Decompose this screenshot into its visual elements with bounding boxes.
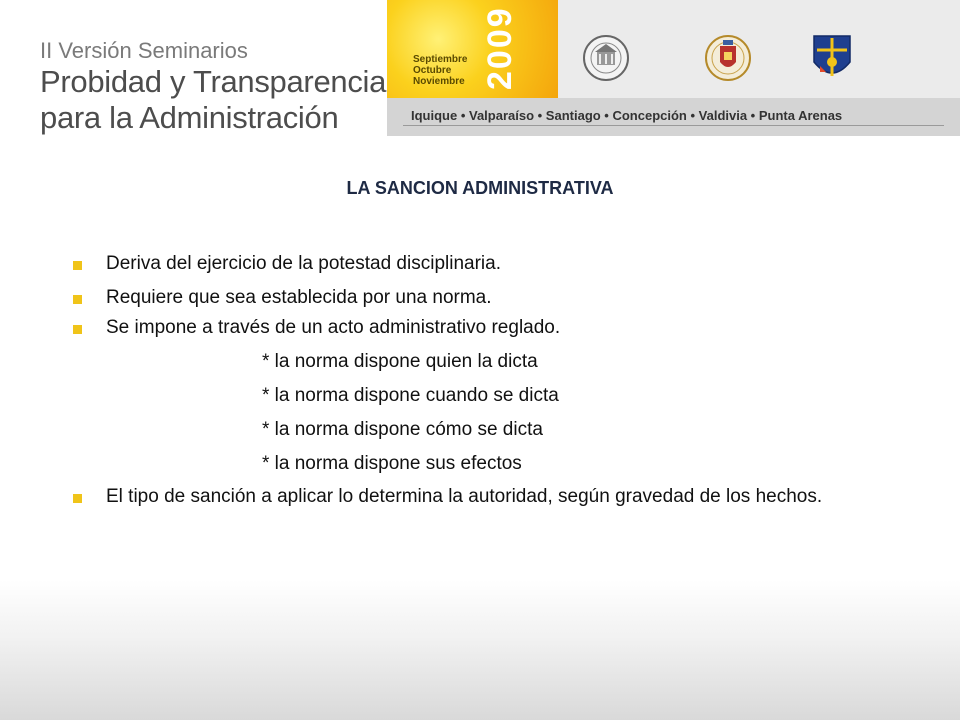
bullet-square-icon	[73, 261, 82, 270]
sub-item-text: * la norma dispone sus efectos	[262, 453, 522, 474]
bullet-item	[70, 286, 890, 309]
bullet-text: Se impone a través de un acto administrativo reglado.	[106, 317, 561, 338]
sub-item	[70, 418, 890, 441]
date-banner	[387, 0, 558, 98]
contraloria-seal-icon	[582, 32, 630, 84]
bullet-text: Deriva del ejercicio de la potestad disciplinaria.	[106, 253, 501, 274]
bullet-text: El tipo de sanción a aplicar lo determina la autoridad, según gravedad de los hechos.	[106, 486, 823, 507]
seminar-title-line-1: Probidad y Transparencia	[40, 64, 387, 99]
sub-item-text: * la norma dispone cuando se dicta	[262, 385, 559, 406]
cities-bar	[387, 98, 960, 136]
bullet-text: Requiere que sea establecida por una norma.	[106, 287, 492, 308]
logos-panel	[558, 0, 960, 98]
bullet-item	[70, 316, 890, 339]
bullet-square-icon	[73, 295, 82, 304]
month-november: Noviembre	[413, 76, 465, 87]
month-september: Septiembre	[413, 54, 468, 65]
seminar-title	[40, 38, 386, 136]
seminar-subtitle: II Versión Seminarios	[40, 38, 248, 63]
year-label: 2009	[481, 6, 519, 90]
university-seal-icon	[704, 32, 752, 84]
bullet-item	[70, 485, 890, 508]
bullet-item	[70, 252, 890, 275]
sub-item	[70, 384, 890, 407]
bullet-square-icon	[73, 325, 82, 334]
sub-item	[70, 452, 890, 475]
bullet-square-icon	[73, 494, 82, 503]
bullet-list	[70, 252, 890, 508]
slide-heading: LA SANCION ADMINISTRATIVA	[346, 178, 614, 198]
month-october: Octubre	[413, 65, 452, 76]
sub-item-text: * la norma dispone quien la dicta	[262, 351, 538, 372]
cities-list: Iquique • Valparaíso • Santiago • Concepción • Valdivia • Punta Arenas	[411, 108, 843, 123]
months-list	[413, 54, 467, 87]
sub-item-text: * la norma dispone cómo se dicta	[262, 419, 543, 440]
seminar-title-line-2: para la Administración	[40, 100, 339, 135]
sub-item	[70, 350, 890, 373]
concepcion-shield-icon	[808, 32, 856, 84]
